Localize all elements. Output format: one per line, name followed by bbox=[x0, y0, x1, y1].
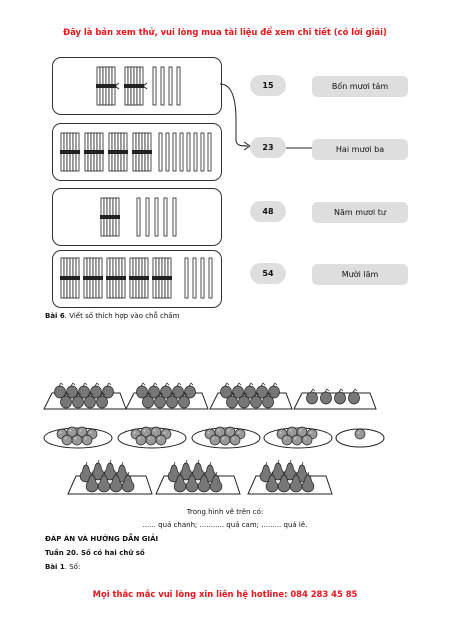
lesson-1-line bbox=[45, 563, 80, 571]
fruit-illustration bbox=[40, 376, 420, 500]
word-pill-nam-muoi-tu[interactable]: Năm mươi tư bbox=[312, 202, 408, 223]
number-pill-15[interactable]: 15 bbox=[250, 75, 286, 96]
lemon-tray-3 bbox=[210, 383, 292, 409]
week-title: Tuần 20. Số có hai chữ số bbox=[45, 549, 145, 557]
orange-plate-5 bbox=[336, 429, 384, 447]
word-pill-hai-muoi-ba[interactable]: Hai mươi ba bbox=[312, 139, 408, 160]
pear-tray-2 bbox=[156, 460, 240, 494]
orange-plate-2 bbox=[118, 427, 186, 448]
hotline-footer: Mọi thắc mắc vui lòng xin liên hệ hotline: 084 283 45 85 bbox=[92, 589, 358, 599]
orange-plate-4 bbox=[264, 427, 332, 448]
lemon-tray-4 bbox=[294, 389, 376, 409]
exercise-6-label: Bài 6 bbox=[45, 312, 65, 320]
orange-plate-1 bbox=[44, 427, 112, 448]
exercise-6-instruction: . Viết số thích hợp vào chỗ chấm bbox=[64, 312, 180, 320]
lemon-tray-1 bbox=[44, 383, 126, 409]
orange-plate-3 bbox=[192, 427, 260, 448]
exercise-6-heading bbox=[45, 312, 179, 320]
exercise-6-blanks: ...... quả chanh; ........... quả cam; ......... quả lê. bbox=[142, 521, 308, 529]
exercise-6-sentence: Trong hình vẽ trên có: bbox=[186, 508, 264, 516]
lemon-tray-2 bbox=[126, 383, 208, 409]
word-pill-muoi-lam[interactable]: Mười lăm bbox=[312, 264, 408, 285]
word-pill-bon-muoi-tam[interactable]: Bốn mươi tám bbox=[312, 76, 408, 97]
number-pill-48[interactable]: 48 bbox=[250, 201, 286, 222]
lesson-1-label: Bài 1 bbox=[45, 563, 65, 571]
preview-notice: Đây là bản xem thử, vui lòng mua tài liệu để xem chi tiết (có lời giải) bbox=[63, 27, 387, 37]
pear-tray-1 bbox=[68, 460, 152, 494]
number-pill-54[interactable]: 54 bbox=[250, 263, 286, 284]
number-pill-23[interactable]: 23 bbox=[250, 137, 286, 158]
pear-tray-3 bbox=[248, 460, 332, 494]
answers-heading: ĐÁP ÁN VÀ HƯỚNG DẪN GIẢI bbox=[45, 535, 159, 543]
lesson-1-text: . Số: bbox=[64, 563, 81, 571]
